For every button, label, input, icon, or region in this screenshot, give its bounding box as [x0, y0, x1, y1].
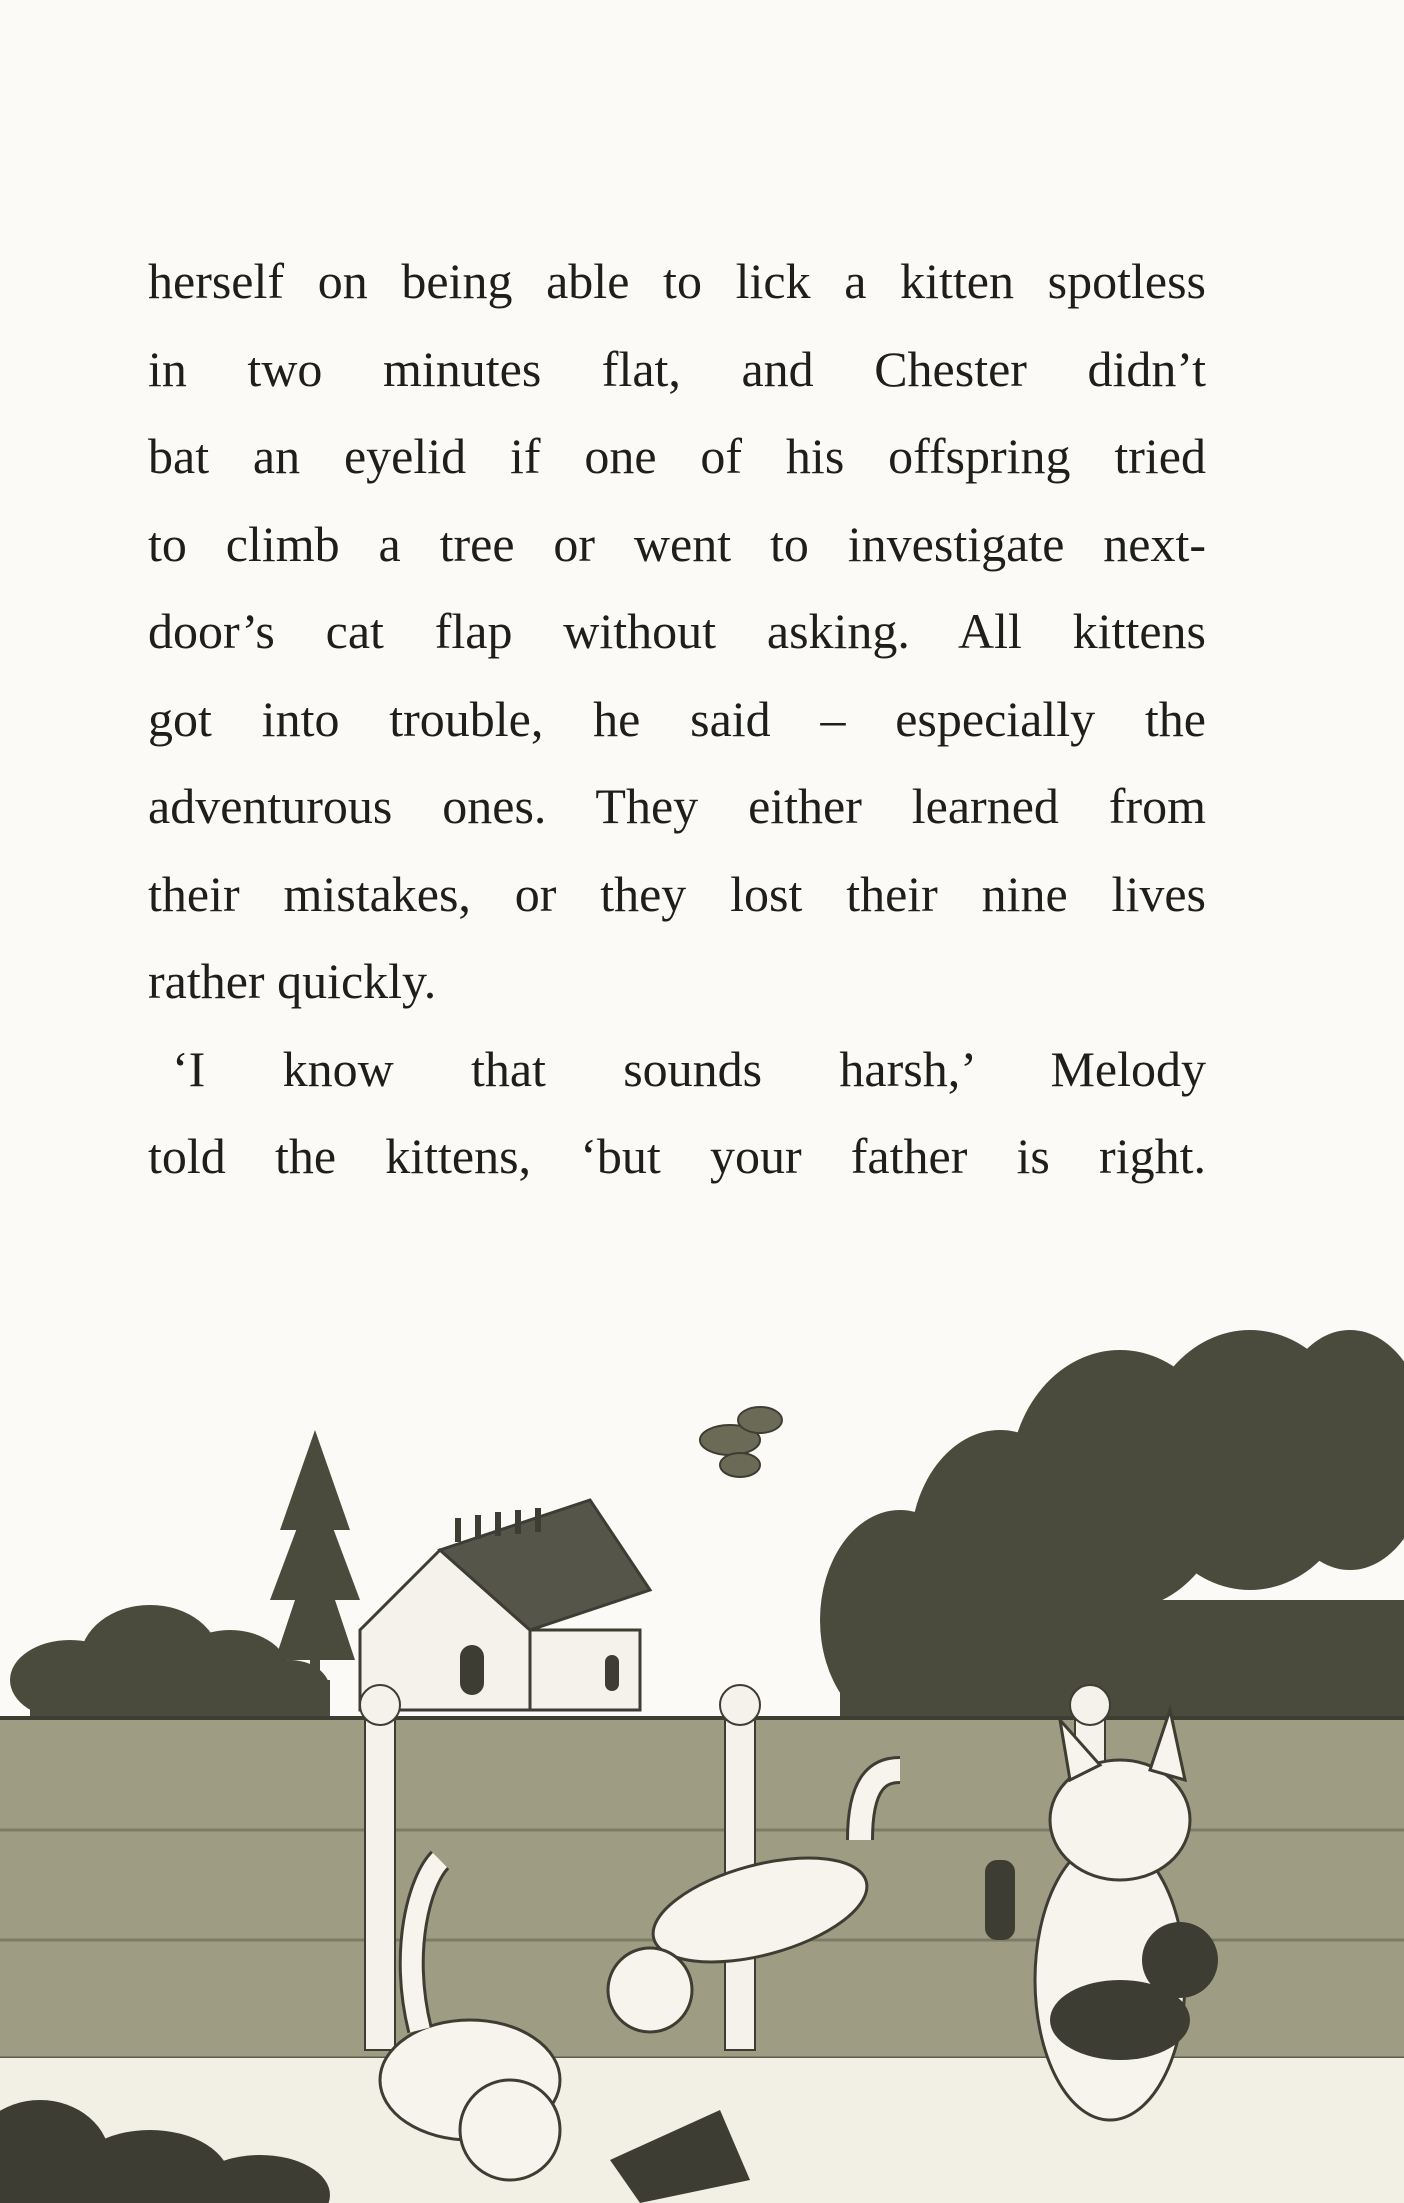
text-line: in two minutes flat, and Chester didn’t — [148, 340, 1206, 397]
text-line: their mistakes, or they lost their nine lives — [148, 865, 1206, 922]
story-text — [148, 238, 1206, 1201]
garden-illustration — [0, 1300, 1404, 2203]
text-line: adventurous ones. They either learned from — [148, 778, 1206, 834]
text-line: got into trouble, he said – especially the — [148, 690, 1206, 747]
text-line: door’s cat flap without asking. All kittens — [148, 603, 1206, 659]
text-line: ‘I know that sounds harsh,’ Melody — [172, 1040, 1206, 1097]
butterfly — [700, 1407, 782, 1477]
fence — [0, 1685, 1404, 2058]
text-line: rather quickly. — [148, 953, 437, 1009]
background-trees — [10, 1330, 1404, 1730]
text-line: to climb a tree or went to investigate next- — [148, 515, 1206, 572]
text-line: herself on being able to lick a kitten spotless — [148, 253, 1206, 309]
text-line: told the kittens, ‘but your father is right. — [148, 1128, 1206, 1184]
text-line: bat an eyelid if one of his offspring tried — [148, 428, 1206, 484]
cottage — [360, 1500, 650, 1710]
